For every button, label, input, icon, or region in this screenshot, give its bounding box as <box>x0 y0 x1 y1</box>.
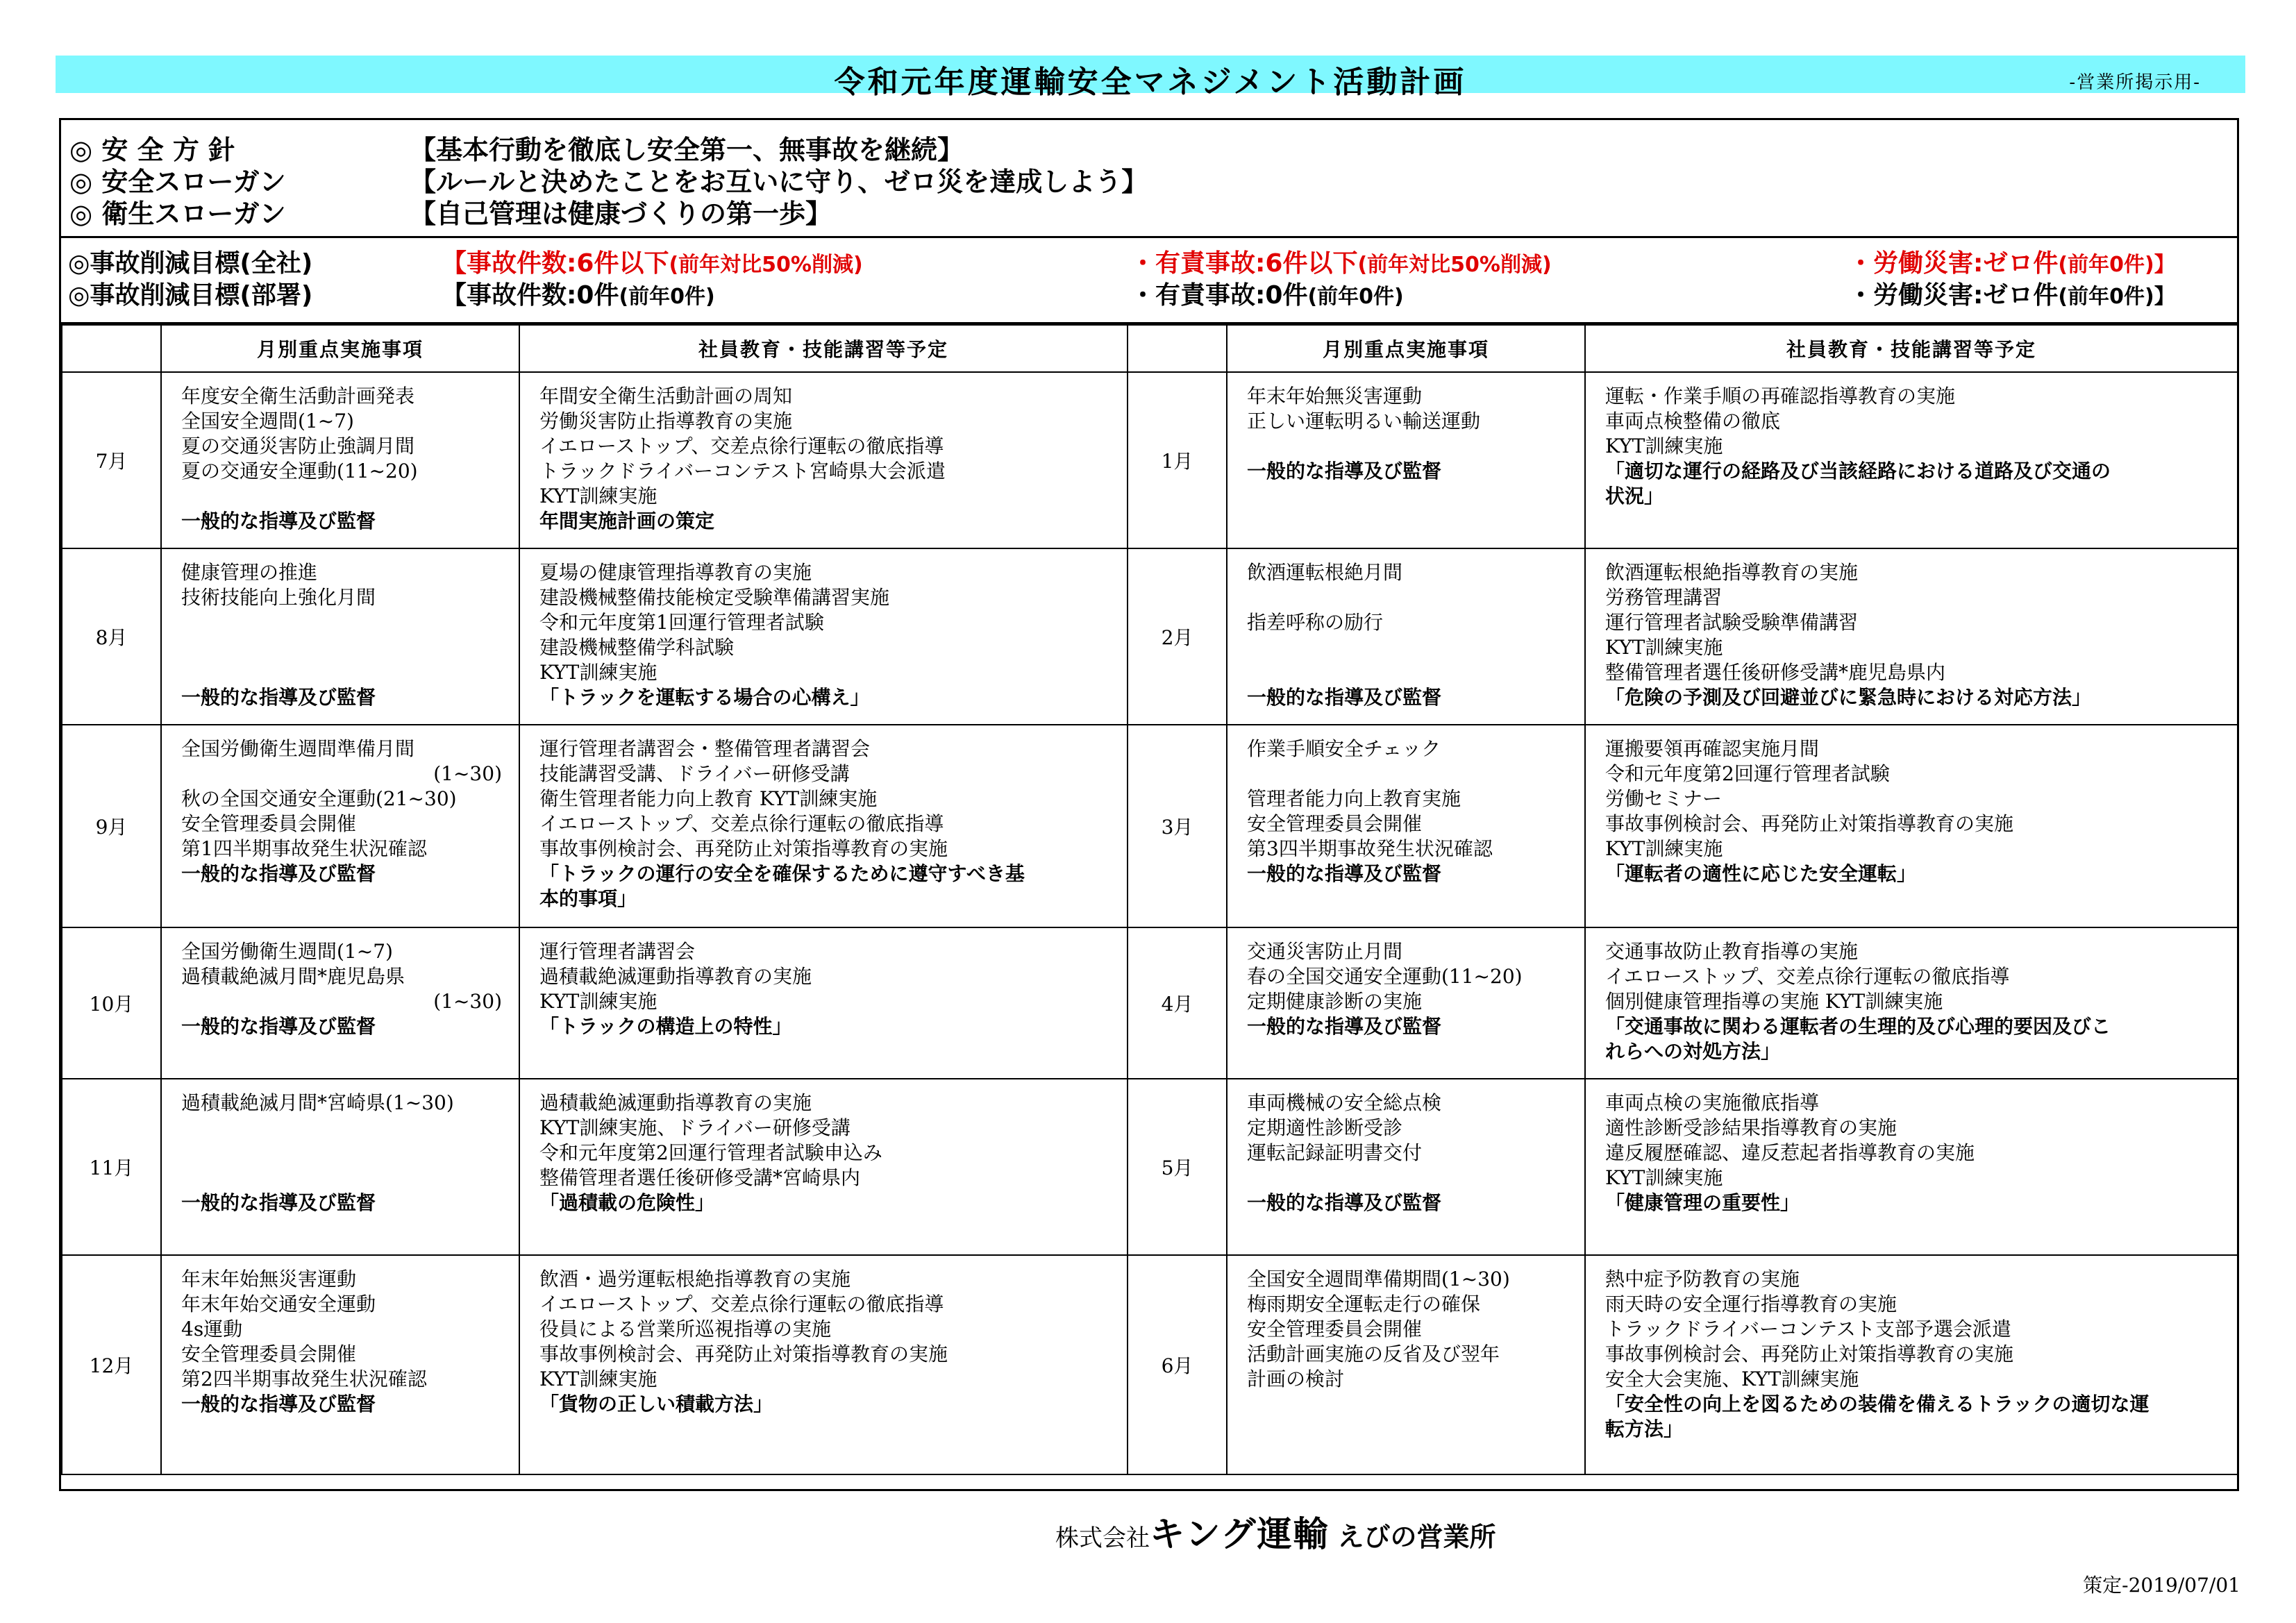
company-logo-text: キング運輸 <box>1150 1514 1330 1554</box>
focus-cell <box>161 725 519 927</box>
accident-count: 【事故件数:0件 <box>442 281 619 310</box>
cell-line: 違反履歴確認、違反惹起者指導教育の実施 <box>1605 1141 1975 1164</box>
hygiene-slogan <box>61 198 2237 230</box>
cell-line: 交通災害防止月間 <box>1247 940 1403 963</box>
cell-line: 一般的な指導及び監督 <box>181 1015 376 1038</box>
focus-cell <box>1227 725 1585 927</box>
cell-line: 一般的な指導及び監督 <box>181 1393 376 1415</box>
target-label: ◎事故削減目標(部署) <box>68 281 313 310</box>
cell-line: 一般的な指導及び監督 <box>181 862 376 885</box>
cell-line: 指差呼称の励行 <box>1247 611 1384 634</box>
cell-line: イエローストップ、交差点徐行運転の徹底指導 <box>1605 965 2010 988</box>
focus-cell <box>1227 927 1585 1079</box>
cell-line <box>181 1116 519 1141</box>
cell-line: 計画の検討 <box>1247 1368 1345 1390</box>
cell-line: KYT訓練実施 <box>1605 636 1723 659</box>
month-cell: 9月 <box>62 725 161 927</box>
cell-line: 一般的な指導及び監督 <box>181 510 376 532</box>
cell-line: 飲酒運転根絶指導教育の実施 <box>1605 561 1859 584</box>
cell-line: KYT訓練実施、ドライバー研修受講 <box>539 1116 850 1139</box>
company-prefix: 株式会社 <box>1055 1524 1150 1552</box>
focus-cell <box>161 1255 519 1474</box>
cell-line: 梅雨期安全運転走行の確保 <box>1247 1293 1481 1315</box>
cell-line: トラックドライバーコンテスト宮崎県大会派遣 <box>539 460 946 482</box>
cell-line: 飲酒・過労運転根絶指導教育の実施 <box>539 1268 851 1290</box>
cell-line: 飲酒運転根絶月間 <box>1247 561 1403 584</box>
accident-count: 【事故件数:6件以下 <box>442 249 669 278</box>
cell-line <box>1247 585 1584 610</box>
focus-header: 月別重点実施事項 <box>1227 325 1585 372</box>
table-row <box>62 725 2238 927</box>
labor-target <box>1848 248 2175 281</box>
cell-line: 車両点検の実施徹底指導 <box>1605 1091 1820 1114</box>
monthly-plan-table <box>61 324 2238 1475</box>
company-name <box>1055 1506 1496 1556</box>
cell-line: 「適切な運行の経路及び当該経路における道路及び交通の <box>1605 460 2111 482</box>
policy-text: 【ルールと決めたことをお互いに守り、ゼロ災を達成しよう】 <box>410 167 1148 197</box>
cell-line: 一般的な指導及び監督 <box>1247 1191 1442 1214</box>
cell-line: 一般的な指導及び監督 <box>1247 1015 1442 1038</box>
cell-line: 夏の交通災害防止強調月間 <box>181 435 415 457</box>
policy-text: 【基本行動を徹底し安全第一、無事故を継続】 <box>410 135 964 165</box>
cell-line <box>181 484 519 509</box>
month-cell: 10月 <box>62 927 161 1079</box>
cell-line: 雨天時の安全運行指導教育の実施 <box>1605 1293 1897 1315</box>
cell-line <box>181 660 519 685</box>
cell-line: 「安全性の向上を図るための装備を備えるトラックの適切な運 <box>1605 1393 2150 1415</box>
cell-line: 安全管理委員会開催 <box>1247 812 1423 835</box>
cell-line: 運行管理者講習会 <box>539 940 696 963</box>
cell-line: 交通事故防止教育指導の実施 <box>1605 940 1859 963</box>
cell-line: イエローストップ、交差点徐行運転の徹底指導 <box>539 812 944 835</box>
cell-line: 過積載絶滅月間*宮崎県(1~30) <box>181 1091 454 1114</box>
cell-line: 事故事例検討会、再発防止対策指導教育の実施 <box>1605 1343 2014 1365</box>
posting-note: -営業所掲示用- <box>2069 72 2201 93</box>
safety-policy <box>61 134 2237 166</box>
monthly-table-wrap <box>61 324 2237 1475</box>
cell-line: 「トラックの構造上の特性」 <box>539 1015 792 1038</box>
accident-target <box>442 248 863 281</box>
cell-line: 技術技能向上強化月間 <box>181 586 376 609</box>
focus-header: 月別重点実施事項 <box>161 325 519 372</box>
target-section <box>61 238 2237 324</box>
established-date: 策定-2019/07/01 <box>2083 1574 2240 1597</box>
cell-line: 健康管理の推進 <box>181 561 318 584</box>
cell-line: 一般的な指導及び監督 <box>1247 686 1442 709</box>
month-cell: 12月 <box>62 1255 161 1474</box>
cell-line: 令和元年度第2回運行管理者試験 <box>1605 762 1890 785</box>
cell-line: KYT訓練実施 <box>1605 837 1723 860</box>
cell-line <box>1247 1166 1584 1191</box>
focus-cell <box>161 548 519 725</box>
cell-line: KYT訓練実施 <box>1605 1166 1723 1189</box>
liable-note: (前年対比50%削減) <box>1357 253 1552 277</box>
cell-line: 4s運動 <box>181 1318 243 1340</box>
cell-line: 定期適性診断受診 <box>1247 1116 1403 1139</box>
cell-line: 整備管理者選任後研修受講*宮崎県内 <box>539 1166 861 1189</box>
cell-line: 一般的な指導及び監督 <box>1247 460 1442 482</box>
cell-line: 役員による営業所巡視指導の実施 <box>539 1318 832 1340</box>
cell-line: 年末年始交通安全運動 <box>181 1293 376 1315</box>
branch-name: えびの営業所 <box>1337 1522 1496 1552</box>
cell-line: 安全大会実施、KYT訓練実施 <box>1605 1368 1859 1390</box>
table-body <box>62 372 2238 1474</box>
cell-line: 車両機械の安全総点検 <box>1247 1091 1442 1114</box>
month-cell: 8月 <box>62 548 161 725</box>
month-cell: 7月 <box>62 372 161 548</box>
training-cell <box>1585 548 2238 725</box>
cell-line: 「交通事故に関わる運転者の生理的及び心理的要因及びこ <box>1605 1015 2111 1038</box>
month-header <box>62 325 161 372</box>
cell-line: 年間実施計画の策定 <box>539 510 715 532</box>
cell-line: 「危険の予測及び回避並びに緊急時における対応方法」 <box>1605 686 2092 709</box>
cell-line: 安全管理委員会開催 <box>181 1343 357 1365</box>
cell-line: (1~30) <box>433 990 502 1013</box>
training-cell <box>519 372 1128 548</box>
cell-line: 管理者能力向上教育実施 <box>1247 787 1461 810</box>
focus-cell <box>161 927 519 1079</box>
cell-line: 年度安全衛生活動計画発表 <box>181 385 415 407</box>
training-cell <box>519 1079 1128 1255</box>
focus-cell <box>161 372 519 548</box>
cell-line: 本的事項」 <box>539 887 637 910</box>
cell-line: 夏場の健康管理指導教育の実施 <box>539 561 812 584</box>
cell-line: 正しい運転明るい輸送運動 <box>1247 410 1481 432</box>
labor-note: (前年0件)】 <box>2058 253 2175 277</box>
cell-line: (1~30) <box>433 762 502 785</box>
cell-line: 第2四半期事故発生状況確認 <box>181 1368 427 1390</box>
cell-line: イエローストップ、交差点徐行運転の徹底指導 <box>539 435 944 457</box>
month-cell: 4月 <box>1128 927 1227 1079</box>
liable-target <box>1130 248 1552 281</box>
table-row <box>62 372 2238 548</box>
cell-line: 労務管理講習 <box>1605 586 1723 609</box>
cell-line: 全国労働衛生週間(1~7) <box>181 940 393 963</box>
cell-line: 第3四半期事故発生状況確認 <box>1247 837 1493 860</box>
cell-line: 車両点検整備の徹底 <box>1605 410 1781 432</box>
month-cell: 11月 <box>62 1079 161 1255</box>
focus-cell <box>1227 1079 1585 1255</box>
cell-line: 衛生管理者能力向上教育 KYT訓練実施 <box>539 787 878 810</box>
cell-line: 転方法」 <box>1605 1418 1684 1440</box>
training-cell <box>1585 927 2238 1079</box>
cell-line: 労働災害防止指導教育の実施 <box>539 410 793 432</box>
cell-line: 第1四半期事故発生状況確認 <box>181 837 427 860</box>
focus-cell <box>1227 1255 1585 1474</box>
month-cell: 6月 <box>1128 1255 1227 1474</box>
table-row <box>62 927 2238 1079</box>
cell-line: 事故事例検討会、再発防止対策指導教育の実施 <box>1605 812 2014 835</box>
cell-line: 全国安全週間(1~7) <box>181 410 354 432</box>
plan-frame <box>59 118 2239 1491</box>
cell-line: 一般的な指導及び監督 <box>181 1191 376 1214</box>
cell-line: 適性診断受診結果指導教育の実施 <box>1605 1116 1897 1139</box>
cell-line: 整備管理者選任後研修受講*鹿児島県内 <box>1605 661 1946 684</box>
cell-line: KYT訓練実施 <box>539 485 657 507</box>
month-cell: 2月 <box>1128 548 1227 725</box>
training-cell <box>1585 725 2238 927</box>
table-row <box>62 1255 2238 1474</box>
labor-count: ・労働災害:ゼロ件 <box>1848 249 2059 278</box>
cell-line: 全国労働衛生週間準備月間 <box>181 737 415 760</box>
cell-line: 事故事例検討会、再発防止対策指導教育の実施 <box>539 1343 948 1365</box>
accident-note: (前年対比50%削減) <box>669 253 863 277</box>
cell-line: 状況」 <box>1605 485 1664 507</box>
cell-line: 年末年始無災害運動 <box>1247 385 1423 407</box>
training-cell <box>1585 1079 2238 1255</box>
cell-line: 「トラックの運行の安全を確保するために遵守すべき基 <box>539 862 1025 885</box>
cell-line: 安全管理委員会開催 <box>181 812 357 835</box>
cell-line: 運転記録証明書交付 <box>1247 1141 1423 1164</box>
cell-line: れらへの対処方法」 <box>1605 1040 1781 1063</box>
liable-note: (前年0件) <box>1307 285 1404 309</box>
cell-line: KYT訓練実施 <box>539 661 657 684</box>
labor-target <box>1848 280 2175 313</box>
table-row <box>62 548 2238 725</box>
cell-line: 令和元年度第2回運行管理者試験申込み <box>539 1141 882 1164</box>
cell-line: 運転・作業手順の再確認指導教育の実施 <box>1605 385 1956 407</box>
cell-line: 年間安全衛生活動計画の周知 <box>539 385 793 407</box>
cell-line: KYT訓練実施 <box>539 1368 657 1390</box>
cell-line: 定期健康診断の実施 <box>1247 990 1423 1013</box>
labor-count: ・労働災害:ゼロ件 <box>1848 281 2059 310</box>
month-cell: 3月 <box>1128 725 1227 927</box>
cell-line <box>1247 434 1584 459</box>
focus-cell <box>161 1079 519 1255</box>
cell-line: 労働セミナー <box>1605 787 1723 810</box>
cell-line: 過積載絶滅運動指導教育の実施 <box>539 965 812 988</box>
table-row <box>62 1079 2238 1255</box>
focus-cell <box>1227 372 1585 548</box>
policy-text: 【自己管理は健康づくりの第一歩】 <box>410 199 832 229</box>
cell-line <box>181 1141 519 1166</box>
cell-line: 活動計画実施の反省及び翌年 <box>1247 1343 1500 1365</box>
target-label: ◎事故削減目標(全社) <box>68 249 313 278</box>
cell-line <box>181 635 519 660</box>
cell-line: 「過積載の危険性」 <box>539 1191 715 1214</box>
month-header <box>1128 325 1227 372</box>
cell-line: トラックドライバーコンテスト支部予選会派遣 <box>1605 1318 2011 1340</box>
cell-line: 「健康管理の重要性」 <box>1605 1191 1800 1214</box>
page-title: 令和元年度運輸安全マネジメント活動計画 <box>834 65 1467 100</box>
cell-line <box>181 1166 519 1191</box>
training-cell <box>519 725 1128 927</box>
training-cell <box>519 548 1128 725</box>
training-cell <box>1585 372 2238 548</box>
title-bar <box>56 56 2245 100</box>
training-header: 社員教育・技能講習等予定 <box>519 325 1128 372</box>
cell-line: 安全管理委員会開催 <box>1247 1318 1423 1340</box>
cell-line: 過積載絶滅月間*鹿児島県 <box>181 965 405 988</box>
cell-line: 夏の交通安全運動(11~20) <box>181 460 418 482</box>
cell-line: 年末年始無災害運動 <box>181 1268 357 1290</box>
policy-label: ◎ 安 全 方 針 <box>69 135 235 165</box>
cell-line: 運搬要領再確認実施月間 <box>1605 737 1820 760</box>
month-cell: 1月 <box>1128 372 1227 548</box>
cell-line: KYT訓練実施 <box>539 990 657 1013</box>
company-target <box>61 248 2237 280</box>
cell-line: 熱中症予防教育の実施 <box>1605 1268 1800 1290</box>
cell-line <box>181 610 519 635</box>
cell-line: 春の全国交通安全運動(11~20) <box>1247 965 1523 988</box>
cell-line: 建設機械整備学科試験 <box>539 636 735 659</box>
training-cell <box>519 1255 1128 1474</box>
safety-slogan <box>61 166 2237 198</box>
training-cell <box>1585 1255 2238 1474</box>
cell-line: 事故事例検討会、再発防止対策指導教育の実施 <box>539 837 948 860</box>
focus-cell <box>1227 548 1585 725</box>
liable-target <box>1130 280 1404 313</box>
table-header <box>62 325 2238 372</box>
cell-line: 全国安全週間準備期間(1~30) <box>1247 1268 1510 1290</box>
liable-count: ・有責事故:6件以下 <box>1130 249 1358 278</box>
dept-target <box>61 280 2237 312</box>
cell-line: KYT訓練実施 <box>1605 435 1723 457</box>
labor-note: (前年0件)】 <box>2058 285 2175 309</box>
policy-section <box>61 120 2237 238</box>
cell-line: 建設機械整備技能検定受験準備講習実施 <box>539 586 890 609</box>
cell-line: 一般的な指導及び監督 <box>1247 862 1442 885</box>
training-header: 社員教育・技能講習等予定 <box>1585 325 2238 372</box>
cell-line: 過積載絶滅運動指導教育の実施 <box>539 1091 812 1114</box>
cell-line: 運行管理者試験受験準備講習 <box>1605 611 1859 634</box>
cell-line <box>1247 635 1584 660</box>
cell-line: 「運転者の適性に応じた安全運転」 <box>1605 862 1917 885</box>
training-cell <box>519 927 1128 1079</box>
accident-note: (前年0件) <box>619 285 715 309</box>
cell-line: 秋の全国交通安全運動(21~30) <box>181 787 457 810</box>
cell-line: イエローストップ、交差点徐行運転の徹底指導 <box>539 1293 944 1315</box>
cell-line: 一般的な指導及び監督 <box>181 686 376 709</box>
cell-line <box>1247 660 1584 685</box>
cell-line: 技能講習受講、ドライバー研修受講 <box>539 762 850 785</box>
cell-line: 個別健康管理指導の実施 KYT訓練実施 <box>1605 990 1943 1013</box>
accident-target <box>442 280 715 313</box>
policy-label: ◎ 衛生スローガン <box>69 199 286 229</box>
cell-line <box>1247 762 1584 787</box>
cell-line: 「トラックを運転する場合の心構え」 <box>539 686 870 709</box>
policy-label: ◎ 安全スローガン <box>69 167 286 197</box>
cell-line: 令和元年度第1回運行管理者試験 <box>539 611 824 634</box>
cell-line: 作業手順安全チェック <box>1247 737 1441 760</box>
liable-count: ・有責事故:0件 <box>1130 281 1308 310</box>
cell-line: 運行管理者講習会・整備管理者講習会 <box>539 737 871 760</box>
month-cell: 5月 <box>1128 1079 1227 1255</box>
cell-line: 「貨物の正しい積載方法」 <box>539 1393 773 1415</box>
